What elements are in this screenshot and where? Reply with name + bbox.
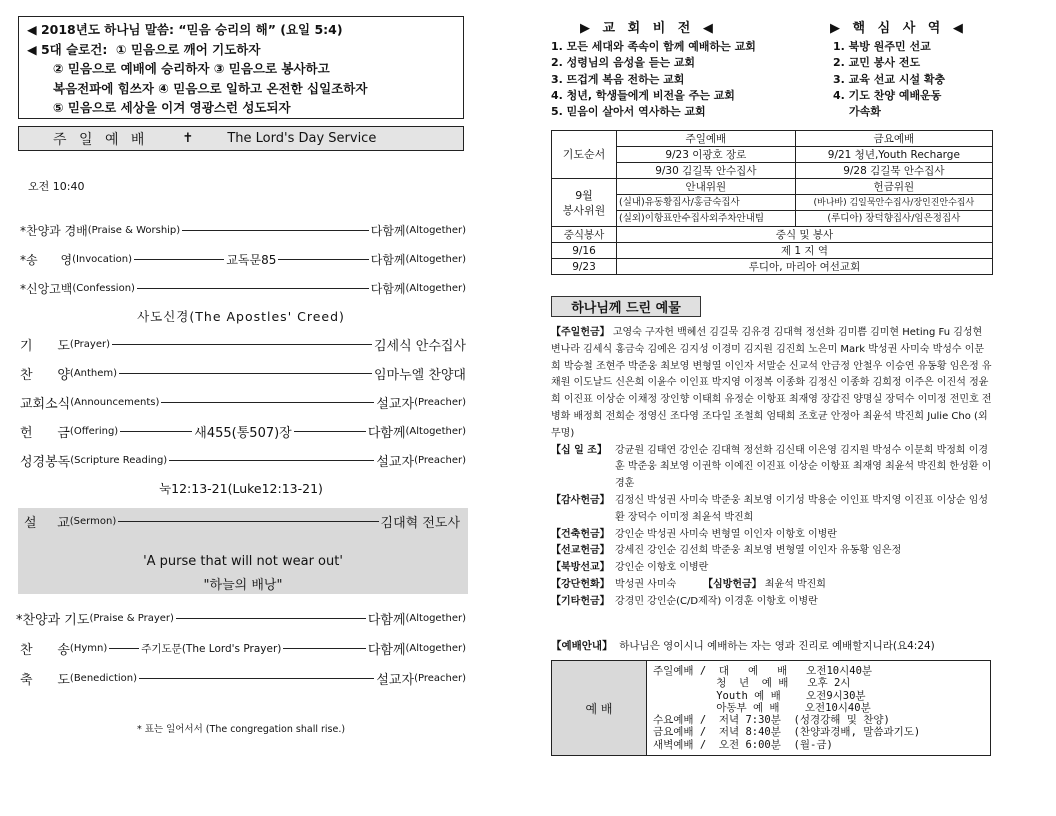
offering-row (551, 325, 993, 443)
service-header (18, 126, 464, 151)
offering-names: 강세진 강인순 김선희 박준웅 최보영 변형열 이인자 유동황 임은정 (615, 545, 902, 557)
order-who: 임마누엘 찬양대 (373, 368, 466, 383)
order-name: 찬 송 (20, 643, 70, 658)
offering-row (551, 543, 993, 560)
service-time: 오전 10:40 (28, 180, 85, 193)
core-item: 1. 북방 원주민 선교 (833, 40, 931, 53)
schedule-line: 새벽예배 / 오전 6:00분 (월-금) (653, 738, 833, 751)
order-name: *찬양과 기도 (16, 613, 90, 628)
order-who: 설교자 (376, 455, 415, 470)
offering-row (551, 527, 993, 544)
order-who-en: (Altogether) (405, 225, 466, 236)
cross-icon: ✝ (182, 131, 194, 146)
apostles-creed: 사도신경(The Apostles' Creed) (137, 309, 345, 324)
offering-names: 고영숙 구자헌 백혜선 김길묵 김유경 김대혁 정선화 김미쁨 김미현 Heting Fu 김성현 변나라 김세식 홍금숙 김예은 김지성 이경미 김지원 김진희 노은미 Mark 박성권 사미숙 박성수 이문희 박승철 조현주 박준웅 최보영 변형열 이인자 서말순 신교석 안금정 안철우 이승연 유동황 임은정 유채원 이도날드 신은희 이윤수 이인표 박지영 이정복 이종화 김정신 이종화 김희정 이주은 이진석 정윤희 이진표 이상순 이채정 장인향 이태희 유정순 이항표 최재영 장갑진 양명실 장덕수 이미정 전민호 전병화 배정희 전희순 정영신 조다영 조다일 조철희 엄태희 조호균 안정아 최윤석 박진희 Julie Cho (외 무명) (551, 327, 992, 439)
order-row (20, 251, 466, 268)
visit-offering-label: 【심방헌금】 (703, 578, 762, 590)
order-name-en: (Praise & Worship) (87, 225, 181, 236)
sunday-prayer-1: 9/23 이광호 장로 (617, 147, 796, 163)
serve-month: 9월 (575, 188, 593, 202)
meal-header: 중식 및 봉사 (617, 227, 993, 243)
order-who-en: (Altogether) (405, 254, 466, 265)
order-row (20, 422, 466, 441)
offering-label: 【십 일 조】 (551, 444, 607, 456)
order-who: 다함께 (370, 224, 406, 238)
core-ministry-list (833, 39, 945, 120)
order-name-en: (Confession) (72, 283, 135, 294)
schedule-line: 금요예배 / 저녁 8:40분 (찬양과경배, 말씀과기도) (653, 726, 921, 739)
order-name-en: (Prayer) (69, 339, 110, 350)
meal-date-1: 9/16 (552, 243, 617, 259)
order-who-en: (Preacher) (414, 397, 466, 408)
core-item: 2. 교민 봉사 전도 (833, 56, 921, 70)
order-row (20, 669, 466, 688)
slogan-line-3: 복음전파에 힘쓰자 ④ 믿음으로 일하고 온전한 십일조하자 (53, 80, 368, 96)
order-who-en: (Altogether) (405, 613, 466, 624)
vision-item: 5. 믿음이 살아서 역사하는 교회 (551, 105, 706, 119)
offering-committee-1: (바나바) 김일묵안수집사/장인진안수집사 (795, 195, 992, 211)
sermon-title-ko: "하늘의 배낭" (203, 578, 283, 593)
order-mid: 교독문85 (226, 253, 277, 267)
vision-item: 3. 뜨겁게 복음 전하는 교회 (551, 72, 685, 86)
order-name: *찬양과 경배 (20, 224, 88, 238)
order-name: 축 도 (20, 673, 70, 688)
offering-label: 【강단헌화】 (551, 578, 610, 590)
schedule-line: 주일예배 / 대 예 배 오전10시40분 (653, 665, 873, 678)
friday-prayer-1: 9/21 청년,Youth Recharge (795, 147, 992, 163)
guide-1: (실내)유동황집사/홍금숙집사 (617, 195, 796, 211)
guide-2: (실외)이항표안수집사외주차안내팀 (617, 211, 796, 227)
order-who: 설교자 (376, 397, 415, 412)
order-who-en: (Preacher) (414, 673, 466, 684)
service-title-ko: 주 일 예 배 (53, 131, 149, 148)
offering-names: 강균원 김태연 강인순 김대혁 정선화 김신태 이은영 김지원 박성수 이문희 박정희 이경훈 박준웅 최보영 이권학 이예진 이진표 이상순 이항표 최재영 최윤석 박진희 한성환 이경훈 (615, 444, 992, 490)
offering-names: 김정신 박성권 사미숙 박준웅 최보영 이기성 박용순 이인표 박지영 이진표 이상순 임성환 장덕수 이미정 최윤석 박진희 (615, 494, 989, 523)
offering-names: 강인순 박성권 사미숙 변형열 이인자 이항호 이병란 (615, 528, 837, 540)
core-ministry-title: ▶ 핵 심 사 역 ◀ (830, 21, 967, 36)
order-who: 설교자 (376, 673, 415, 688)
offering-label: 【북방선교】 (551, 562, 610, 574)
offering-row (551, 594, 993, 611)
order-name-en: (Offering) (69, 426, 119, 437)
schedule-line: 청 년 예 배 오후 2시 (653, 677, 851, 690)
offering-label: 【선교헌금】 (551, 545, 610, 557)
sunday-header: 주일예배 (617, 131, 796, 147)
order-mid: 주기도문(The Lord's Prayer) (141, 643, 282, 655)
order-name-en: (Scripture Reading) (70, 455, 168, 466)
order-mid: 새455(통507)장 (194, 426, 292, 441)
order-name-en: (Hymn) (69, 643, 108, 654)
slogan-line-1 (27, 40, 455, 60)
meal-team-1: 제 1 지 역 (617, 243, 993, 259)
order-name: *신앙고백 (20, 282, 73, 296)
sermon-label-en: (Sermon) (69, 516, 117, 527)
order-name: 찬 양 (20, 368, 70, 383)
scripture-reference: 눅12:13-21(Luke12:13-21) (159, 481, 323, 496)
order-name: 성경봉독 (20, 455, 71, 470)
meal-team-2: 루디아, 마리아 여선교회 (617, 259, 993, 275)
order-row (20, 451, 466, 470)
meal-date-2: 9/23 (552, 259, 617, 275)
order-who: 다함께 (370, 253, 406, 267)
worship-schedule (647, 661, 991, 756)
friday-prayer-2: 9/28 김길묵 안수집사 (795, 163, 992, 179)
order-row (20, 393, 466, 412)
order-who: 다함께 (367, 643, 406, 658)
order-name-en: (Praise & Prayer) (89, 613, 174, 624)
schedule-line: 아동부 예 배 오전10시40분 (653, 701, 871, 714)
core-item: 3. 교육 선교 시설 확충 (833, 72, 946, 86)
visit-offering-names: 최윤석 박진희 (764, 578, 826, 590)
order-who: 다함께 (370, 282, 406, 296)
offering-label: 【기타헌금】 (551, 595, 610, 607)
meal-label: 중식봉사 (552, 227, 617, 243)
order-who: 다함께 (367, 613, 406, 628)
offering-names: 강경민 강인순(C/D제작) 이경훈 이항호 이병란 (615, 595, 818, 607)
yearly-verse-box (18, 16, 464, 119)
worship-verse: 하나님은 영이시니 예배하는 자는 영과 진리로 예배할지니라(요4:24) (619, 640, 935, 652)
guide-header: 안내위원 (617, 179, 796, 195)
order-row (20, 639, 466, 658)
service-title-en: The Lord's Day Service (227, 131, 377, 146)
offering-label: 【건축헌금】 (551, 528, 610, 540)
offering-row (551, 493, 993, 527)
slogan-line-4: ⑤ 믿음으로 세상을 이겨 영광스런 성도되자 (53, 100, 291, 115)
friday-header: 금요예배 (795, 131, 992, 147)
vision-item: 2. 성령님의 음성을 듣는 교회 (551, 56, 696, 70)
offering-title: 하나님께 드린 예물 (551, 296, 701, 317)
order-row (20, 222, 466, 239)
order-row (20, 335, 466, 354)
order-who: 김세식 안수집사 (373, 339, 466, 354)
slogan-line-2: ② 믿음으로 예배에 승리하자 ③ 믿음으로 봉사하고 (53, 61, 330, 76)
sermon-box (18, 508, 468, 594)
worship-guide-line (551, 638, 935, 653)
slogan-label: ◀ 5대 슬로건: (27, 41, 108, 57)
order-name: 교회소식 (20, 397, 71, 412)
offering-names: 박성권 사미숙 (615, 578, 677, 590)
vision-list (551, 39, 756, 120)
standing-note: * 표는 일어서서 (The congregation shall rise.) (136, 724, 346, 735)
offering-committee-2: (루디아) 장덕향집사/임은정집사 (795, 211, 992, 227)
offering-list (551, 325, 993, 611)
order-name-en: (Benediction) (69, 673, 138, 684)
order-who-en: (Altogether) (405, 426, 466, 437)
offering-row (551, 443, 993, 493)
offering-names: 강인순 이항호 이병란 (615, 562, 709, 574)
order-who-en: (Preacher) (414, 455, 466, 466)
worship-guide-label: 【예배안내】 (551, 640, 613, 652)
offering-label: 【감사헌금】 (551, 494, 610, 506)
worship-schedule-table (551, 660, 991, 756)
serve-committee-label (552, 179, 617, 227)
sermon-label: 설 교 (24, 516, 70, 531)
schedule-line: 수요예배 / 저녁 7:30분 (성경강해 및 찬양) (653, 714, 890, 727)
order-row (16, 609, 466, 628)
offering-header: 헌금위원 (795, 179, 992, 195)
order-who-en: (Altogether) (405, 643, 466, 654)
offering-label: 【주일헌금】 (551, 327, 610, 338)
vision-item: 1. 모든 세대와 족속이 함께 예배하는 교회 (551, 40, 756, 53)
worship-cell-label: 예 배 (552, 661, 647, 756)
order-who: 다함께 (367, 426, 406, 441)
serve-label: 봉사위원 (562, 203, 606, 217)
order-row (20, 364, 466, 383)
preacher-name: 김대혁 전도사 (380, 516, 460, 531)
order-row (20, 280, 466, 297)
order-name: 헌 금 (20, 426, 70, 441)
sermon-row (24, 512, 460, 531)
offering-row (551, 560, 993, 577)
order-name: 기 도 (20, 339, 70, 354)
duty-table (551, 130, 993, 275)
slogan-1: ① 믿음으로 깨어 기도하자 (116, 41, 261, 57)
vision-item: 4. 청년, 학생들에게 비전을 주는 교회 (551, 88, 735, 102)
vision-title: ▶ 교 회 비 전 ◀ (580, 21, 717, 36)
order-name: *송 영 (20, 253, 73, 267)
yearly-verse: ◀ 2018년도 하나님 말씀: “믿음 승리의 해” (요일 5:4) (27, 22, 343, 37)
order-who-en: (Altogether) (405, 283, 466, 294)
sunday-prayer-2: 9/30 김길묵 안수집사 (617, 163, 796, 179)
order-name-en: (Anthem) (69, 368, 118, 379)
order-name-en: (Invocation) (72, 254, 132, 265)
sermon-title-en: 'A purse that will not wear out' (143, 554, 343, 569)
core-item: 가속화 (849, 105, 881, 119)
schedule-line: Youth 예 배 오전9시30분 (653, 689, 866, 702)
core-item: 4. 기도 찬양 예배운동 (833, 88, 942, 102)
offering-row (551, 577, 993, 594)
order-name-en: (Announcements) (70, 397, 160, 408)
prayer-order-label: 기도순서 (552, 131, 617, 179)
